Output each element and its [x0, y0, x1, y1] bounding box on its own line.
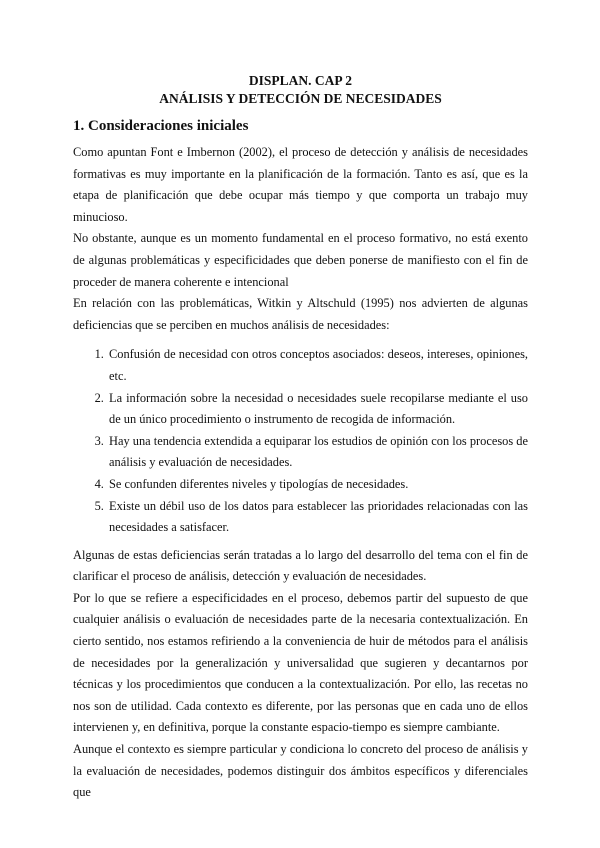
paragraph-6: Aunque el contexto es siempre particular y condiciona lo concreto del proceso de análisis y la evaluación de necesidades, podemos distinguir dos ámbitos específicos y diferenciales que: [73, 742, 528, 800]
list-item: 5. Existe un débil uso de los datos para establecer las prioridades relacionadas con las necesidades a satisfacer.: [107, 496, 528, 539]
list-item: 4. Se confunden diferentes niveles y tipologías de necesidades.: [107, 474, 528, 496]
document-title-line-1: DISPLAN. CAP 2: [248, 73, 353, 88]
document-page: [73, 66, 528, 804]
paragraph-2: No obstante, aunque es un momento fundamental en el proceso formativo, no está exento de algunas problemáticas y especificidades que deben ponerse de manifiesto con el fin de proceder de manera coherente e intencional: [73, 231, 528, 289]
section-heading: 1. Consideraciones iniciales: [73, 118, 249, 134]
paragraph-5: Por lo que se refiere a especificidades en el proceso, debemos partir del supuesto de que cualquier análisis o evaluación de necesidades parte de la necesaria contextualización. En cierto sentido, nos estamos refiriendo a la conveniencia de huir de métodos para el análisis de necesidades por la generalización y universalidad que sugieren y decantarnos por técnicas y los procedimientos que conducen a la contextualización. Por ello, las recetas no nos son de utilidad. Cada contexto es diferente, por las personas que en cada uno de ellos intervienen y, en definitiva, porque la constante espacio-tiempo es siempre cambiante.: [73, 590, 528, 735]
paragraph-4: Algunas de estas deficiencias serán tratadas a lo largo del desarrollo del tema con el fin de clarificar el proceso de análisis, detección y evaluación de necesidades.: [73, 547, 528, 584]
list-item: 2. La información sobre la necesidad o necesidades suele recopilarse mediante el uso de un único procedimiento o instrumento de recogida de información.: [107, 388, 528, 431]
paragraph-1: Como apuntan Font e Imbernon (2002), el proceso de detección y análisis de necesidades formativas es muy importante en la planificación de la formación. Tanto es así, que es la etapa de planificación que debe ocupar más tiempo y que comporta un trabajo muy minucioso.: [73, 145, 528, 224]
list-item: 3. Hay una tendencia extendida a equiparar los estudios de opinión con los procesos de análisis y evaluación de necesidades.: [107, 431, 528, 474]
list-item: 1. Confusión de necesidad con otros conceptos asociados: deseos, intereses, opiniones, etc.: [107, 344, 528, 387]
document-title-line-2: ANÁLISIS Y DETECCIÓN DE NECESIDADES: [159, 91, 442, 106]
deficiencies-list: [73, 344, 528, 538]
paragraph-3: En relación con las problemáticas, Witkin y Altschuld (1995) nos advierten de algunas deficiencias que se perciben en muchos análisis de necesidades:: [73, 296, 528, 332]
